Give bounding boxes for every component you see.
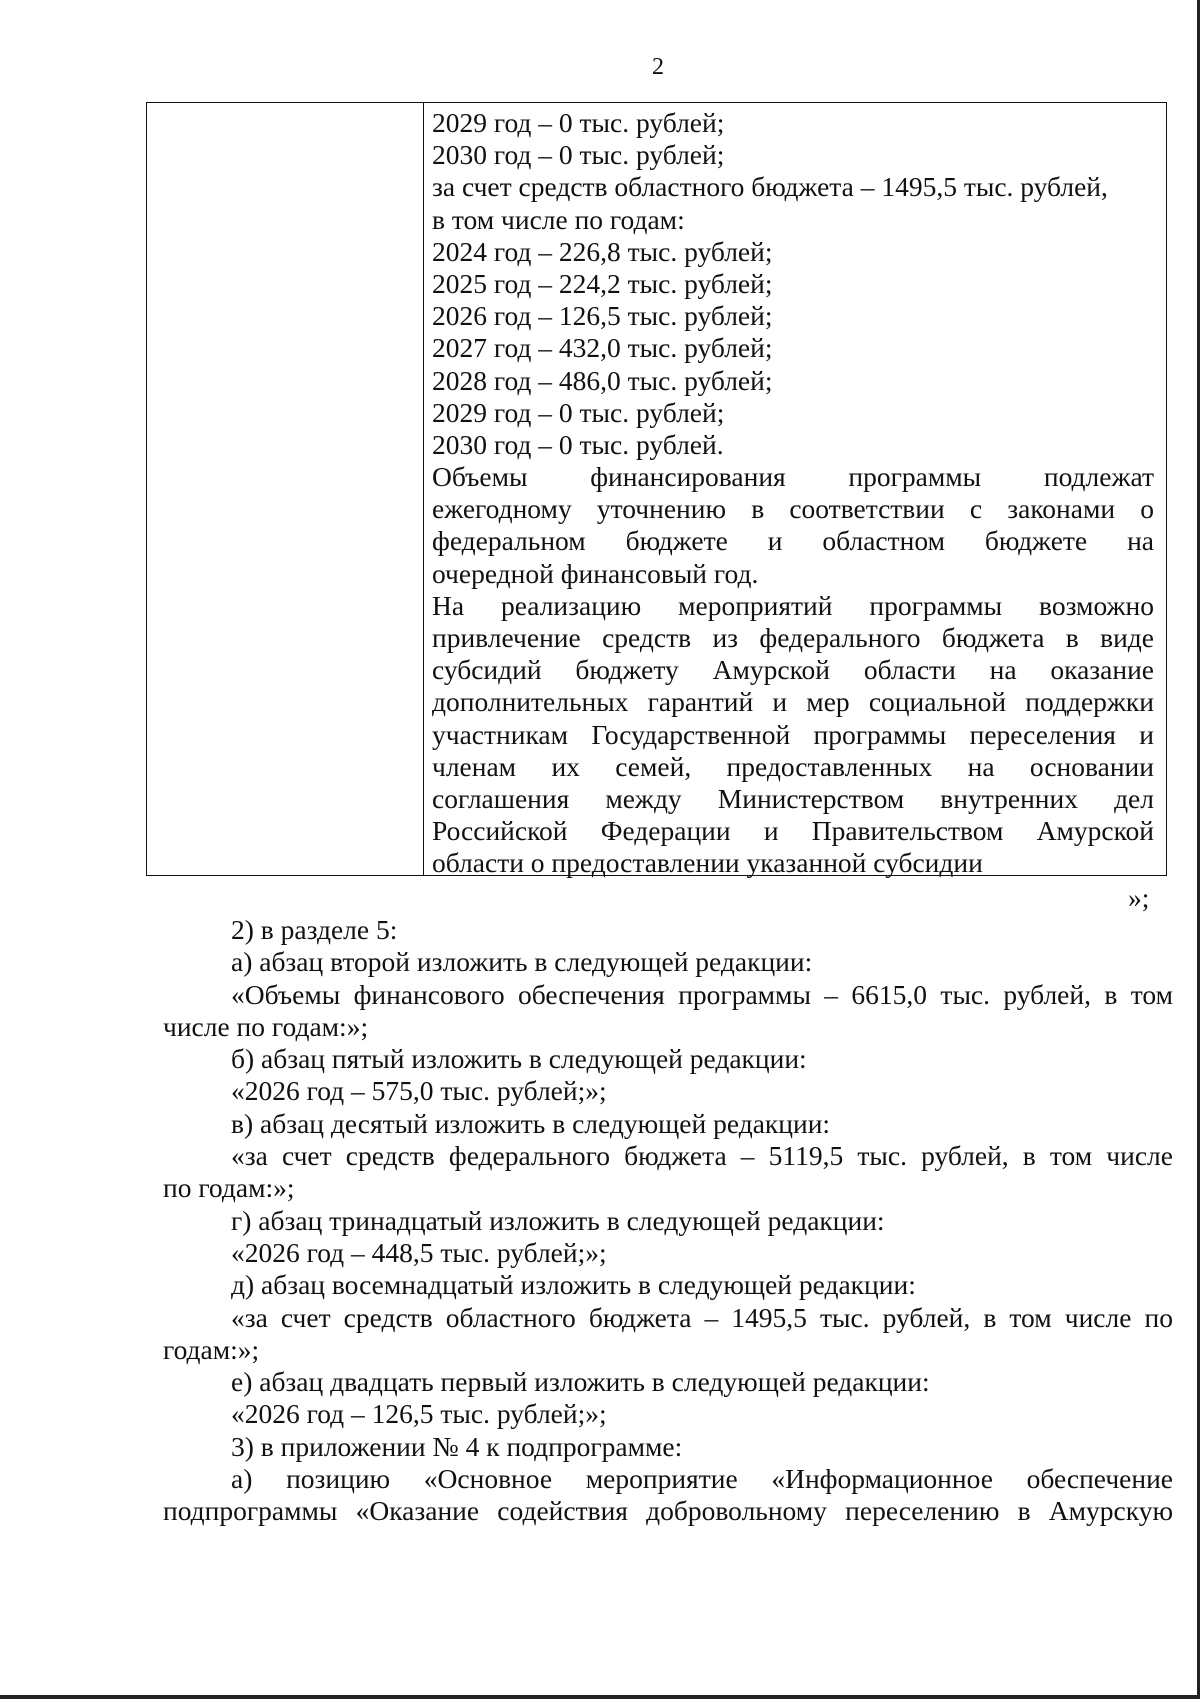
table-line: 2025 год – 224,2 тыс. рублей; — [432, 267, 773, 299]
paragraph: 3) в приложении № 4 к подпрограмме: — [231, 1430, 683, 1462]
paragraph-continuation: годам:»; — [163, 1333, 260, 1365]
funding-paragraph-line: Объемы финансирования программы подлежат — [432, 461, 1154, 493]
closing-quote: »; — [1128, 882, 1150, 913]
paragraph: е) абзац двадцать первый изложить в следующей редакции: — [231, 1366, 930, 1398]
subsidy-paragraph-line: субсидий бюджету Амурской области на оказание — [432, 654, 1154, 686]
paragraph: б) абзац пятый изложить в следующей редакции: — [231, 1043, 807, 1075]
funding-paragraph-line: ежегодному уточнению в соответствии с законами о — [432, 493, 1154, 525]
funding-paragraph-line: федеральном бюджете и областном бюджете на — [432, 525, 1154, 557]
paragraph: «2026 год – 448,5 тыс. рублей;»; — [231, 1236, 607, 1268]
paragraph-continuation: подпрограммы «Оказание содействия добровольному переселению в Амурскую — [163, 1495, 1173, 1527]
table-line: 2024 год – 226,8 тыс. рублей; — [432, 235, 773, 267]
paragraph: д) абзац восемнадцатый изложить в следующей редакции: — [231, 1269, 916, 1301]
subsidy-paragraph-line: привлечение средств из федерального бюджета в виде — [432, 622, 1154, 653]
paragraph-continuation: числе по годам:»; — [163, 1010, 369, 1042]
table-line: 2030 год – 0 тыс. рублей; — [432, 139, 725, 171]
paragraph: «Объемы финансового обеспечения программы – 6615,0 тыс. рублей, в том — [231, 978, 1173, 1010]
scan-edge-bottom — [0, 1695, 1200, 1699]
paragraph-continuation: по годам:»; — [163, 1172, 295, 1204]
subsidy-paragraph-line: членам их семей, предоставленных на основании — [432, 750, 1154, 782]
table-right-cell — [432, 107, 1154, 880]
table-line: 2028 год – 486,0 тыс. рублей; — [432, 364, 773, 396]
table-line: 2030 год – 0 тыс. рублей. — [432, 428, 724, 460]
table-column-divider — [423, 103, 424, 875]
paragraph: г) абзац тринадцатый изложить в следующей редакции: — [231, 1204, 885, 1236]
paragraph: «2026 год – 126,5 тыс. рублей;»; — [231, 1398, 607, 1430]
subsidy-paragraph-line: Российской Федерации и Правительством Амурской — [432, 815, 1154, 847]
subsidy-paragraph-line: области о предоставлении указанной субсидии — [432, 847, 983, 879]
paragraph: а) абзац второй изложить в следующей редакции: — [231, 946, 813, 978]
paragraph: а) позицию «Основное мероприятие «Информационное обеспечение — [231, 1463, 1173, 1495]
funding-paragraph-line: очередной финансовый год. — [432, 557, 759, 589]
table-line: 2029 год – 0 тыс. рублей; — [432, 107, 725, 138]
subsidy-paragraph-line: дополнительных гарантий и мер социальной поддержки — [432, 686, 1154, 718]
table-line: в том числе по годам: — [432, 203, 685, 235]
paragraph: в) абзац десятый изложить в следующей редакции: — [231, 1107, 831, 1139]
amendment-text — [163, 914, 1173, 1528]
table-line: 2026 год – 126,5 тыс. рублей; — [432, 300, 773, 332]
table-line: за счет средств областного бюджета – 1495,5 тыс. рублей, — [432, 171, 1108, 203]
table-line: 2027 год – 432,0 тыс. рублей; — [432, 332, 773, 364]
paragraph: 2) в разделе 5: — [231, 914, 398, 945]
funding-table — [146, 102, 1167, 879]
paragraph: «за счет средств областного бюджета – 1495,5 тыс. рублей, в том числе по — [231, 1301, 1173, 1333]
paragraph: «2026 год – 575,0 тыс. рублей;»; — [231, 1075, 607, 1107]
subsidy-paragraph-line: участникам Государственной программы переселения и — [432, 718, 1154, 750]
subsidy-paragraph-line: соглашения между Министерством внутренних дел — [432, 782, 1154, 814]
page-number: 2 — [652, 54, 664, 80]
paragraph: «за счет средств федерального бюджета – 5119,5 тыс. рублей, в том числе — [231, 1140, 1173, 1172]
table-line: 2029 год – 0 тыс. рублей; — [432, 396, 725, 428]
subsidy-paragraph-line: На реализацию мероприятий программы возможно — [432, 589, 1154, 621]
